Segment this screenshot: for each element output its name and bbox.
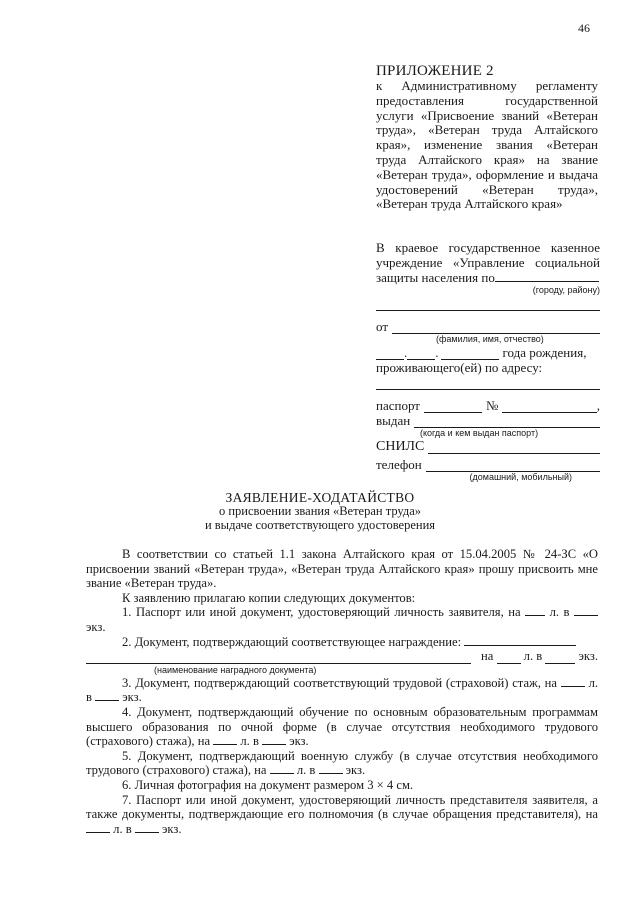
issued-row xyxy=(376,413,600,428)
district-line[interactable] xyxy=(376,296,600,311)
issued-caption: (когда и кем выдан паспорт) xyxy=(420,428,539,438)
item2-award-field[interactable] xyxy=(86,652,471,664)
phone-field[interactable] xyxy=(426,460,600,472)
phone-caption: (домашний, мобильный) xyxy=(469,472,572,482)
addressee-block xyxy=(376,240,600,483)
birth-year-field[interactable] xyxy=(441,348,499,360)
item1-sheets-blank[interactable] xyxy=(525,605,545,616)
item-2: 2. Документ, подтверждающий соответствующее награждение: xyxy=(86,635,598,650)
title-main: ЗАЯВЛЕНИЕ-ХОДАТАЙСТВО xyxy=(225,490,415,505)
attachments-intro: К заявлению прилагаю копии следующих документов: xyxy=(122,590,416,605)
passport-label: паспорт xyxy=(376,398,420,413)
birth-label: года рождения, xyxy=(502,345,587,360)
item2-award-blank[interactable] xyxy=(464,635,576,646)
passport-issued-field[interactable] xyxy=(414,416,600,428)
appendix-block xyxy=(376,64,598,212)
item2-sheets-blank[interactable] xyxy=(497,653,521,664)
document-title xyxy=(100,490,540,532)
item2-award-line: на л. в экз. xyxy=(86,649,598,664)
district-blank[interactable] xyxy=(495,271,599,282)
address-line[interactable] xyxy=(376,375,600,390)
item-3: 3. Документ, подтверждающий соответствующий трудовой (страховой) стаж, на л. в экз. xyxy=(86,675,598,705)
applicant-name-field[interactable] xyxy=(392,322,600,334)
passport-number-field[interactable] xyxy=(502,401,596,413)
intro-paragraph: В соответствии со статьей 1.1 закона Алтайского края от 15.04.2005 № 24-ЗС «О присвоении званий «Ветеран труда», «Ветеран труда Алтайского края» прошу присвоить мне звание «Ветеран труда». xyxy=(86,547,598,591)
application-body xyxy=(86,547,598,836)
name-caption: (фамилия, имя, отчество) xyxy=(436,334,544,344)
passport-row: паспорт № , xyxy=(376,398,600,413)
number-label: № xyxy=(485,398,499,413)
snils-row xyxy=(376,439,600,454)
title-line3: и выдаче соответствующего удостоверения xyxy=(204,517,436,532)
passport-series-field[interactable] xyxy=(424,401,482,413)
snils-label: СНИЛС xyxy=(376,439,425,454)
residing-label: проживающего(ей) по адресу: xyxy=(376,360,543,375)
item-1: 1. Паспорт или иной документ, удостоверяющий личность заявителя, на л. в экз. xyxy=(86,605,598,634)
item3-copies-blank[interactable] xyxy=(95,690,119,701)
item5-sheets-blank[interactable] xyxy=(270,763,294,774)
item-5: 5. Документ, подтверждающий военную службу (в случае отсутствия необходимого трудового (страхового) стажа), на л. в экз. xyxy=(86,748,598,778)
item-7: 7. Паспорт или иной документ, удостоверяющий личность представителя заявителя, а также документы, подтверждающие его полномочия (в случае обращения представителя), на л. в экз. xyxy=(86,792,598,836)
item5-copies-blank[interactable] xyxy=(319,763,343,774)
item4-sheets-blank[interactable] xyxy=(213,734,237,745)
item-4: 4. Документ, подтверждающий обучение по основным образовательным программам высшего образования по очной форме (в случае отсутствия необходимого трудового (страхового) стажа), на л. в экз. xyxy=(86,704,598,749)
city-caption: (городу, району) xyxy=(532,285,600,295)
page-number: 46 xyxy=(578,21,590,35)
item1-copies-blank[interactable] xyxy=(574,605,598,616)
item4-copies-blank[interactable] xyxy=(262,734,286,745)
from-row xyxy=(376,319,600,334)
phone-row xyxy=(376,457,600,472)
snils-field[interactable] xyxy=(428,442,600,454)
phone-label: телефон xyxy=(376,457,422,472)
appendix-heading: ПРИЛОЖЕНИЕ 2 xyxy=(376,63,494,79)
birth-month-field[interactable] xyxy=(407,348,435,360)
issued-label: выдан xyxy=(376,413,411,428)
item2-award-caption: (наименование наградного документа) xyxy=(154,664,317,675)
birth-row: . . года рождения, xyxy=(376,345,600,360)
item7-sheets-blank[interactable] xyxy=(86,822,110,833)
addressee-text: В краевое государственное казенное учреждение «Управление социальной защиты населения по xyxy=(376,240,600,285)
residing-row xyxy=(376,360,600,375)
title-line2: о присвоении звания «Ветеран труда» xyxy=(218,504,422,518)
item2-copies-blank[interactable] xyxy=(545,653,575,664)
item7-copies-blank[interactable] xyxy=(135,822,159,833)
birth-day-field[interactable] xyxy=(376,348,404,360)
item3-sheets-blank[interactable] xyxy=(561,676,585,687)
item-6: 6. Личная фотография на документ размером 3 × 4 см. xyxy=(122,777,414,792)
from-label: от xyxy=(376,319,389,334)
appendix-text: к Административному регламенту предоставления государственной услуги «Присвоение званий «Ветеран труда», «Ветеран труда Алтайского края», изменение звания «Ветеран труда Алтайского края» на звание «Ветеран труда», оформление и выдача удостоверений «Ветеран труда», «Ветеран труда Алтайского края» xyxy=(376,78,598,212)
